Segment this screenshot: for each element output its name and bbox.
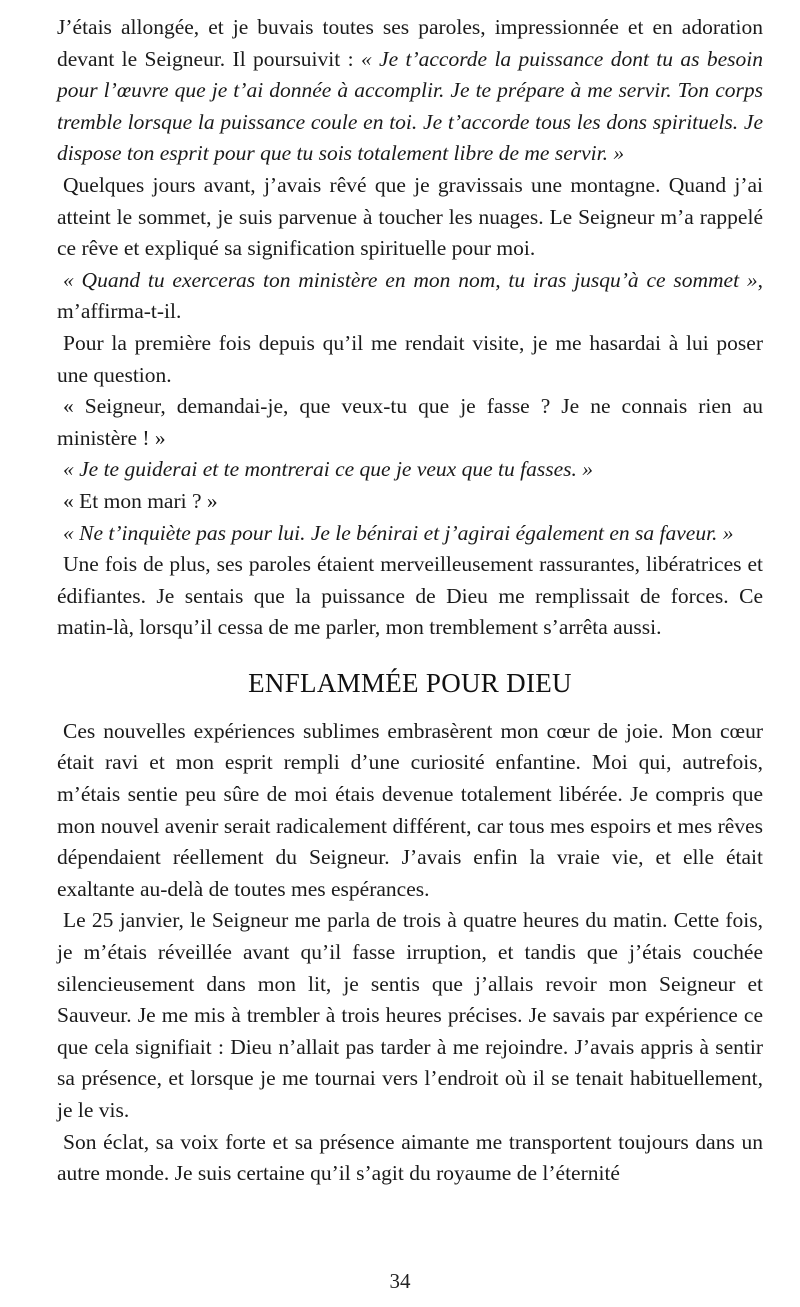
section-paragraph-2: Le 25 janvier, le Seigneur me parla de trois à quatre heures du matin. Cette fois, je m’étais réveillée avant qu’il fasse irruption, et tandis que j’étais couchée silencieusement dans mon lit, je sentis que j’allais revoir mon Seigneur et Sauveur. Je me mis à trembler à trois heures précises. Je savais par expérience ce que cela signifiait : Dieu n’allait pas tarder à me rejoindre. J’avais appris à sentir sa présence, et lorsque je me tournai vers l’endroit où il se tenait habituellement, je le vis. bbox=[57, 908, 763, 1122]
paragraph-4: Pour la première fois depuis qu’il me rendait visite, je me hasardai à lui poser une question. bbox=[57, 330, 763, 387]
paragraph-7: « Et mon mari ? » bbox=[63, 488, 218, 513]
paragraph-2: Quelques jours avant, j’avais rêvé que je gravissais une montagne. Quand j’ai atteint le sommet, je suis parvenue à toucher les nuages. Le Seigneur m’a rappelé ce rêve et expliqué sa signification spirituelle pour moi. bbox=[57, 172, 763, 261]
paragraph-8: « Ne t’inquiète pas pour lui. Je le bénirai et j’agirai également en sa faveur. » bbox=[63, 520, 734, 545]
section-paragraph-3: Son éclat, sa voix forte et sa présence aimante me transportent toujours dans un autre monde. Je suis certaine qu’il s’agit du royaume de l’éternité bbox=[57, 1129, 763, 1186]
page-number: 34 bbox=[389, 1269, 411, 1293]
paragraph-1-narration: J’étais allongée, et je buvais toutes ses paroles, impressionnée et en adoration devant le Seigneur. Il poursuivit : bbox=[57, 15, 763, 71]
paragraph-6: « Je te guiderai et te montrerai ce que je veux que tu fasses. » bbox=[63, 457, 593, 482]
section-heading: ENFLAMMÉE POUR DIEU bbox=[248, 667, 572, 698]
paragraph-1 bbox=[57, 12, 763, 170]
paragraph-3 bbox=[57, 265, 763, 328]
paragraph-9: Une fois de plus, ses paroles étaient merveilleusement rassurantes, libératrices et édifiantes. Je sentais que la puissance de Dieu me remplissait de forces. Ce matin-là, lorsqu’il cessa de me parler, mon tremblement s’arrêta aussi. bbox=[57, 552, 763, 640]
paragraph-3-narration: , m’affirma-t-il. bbox=[57, 267, 763, 324]
paragraph-3-quote: « Quand tu exerceras ton ministère en mon nom, tu iras jusqu’à ce sommet » bbox=[63, 267, 758, 292]
section-paragraph-1: Ces nouvelles expériences sublimes embrasèrent mon cœur de joie. Mon cœur était ravi et mon esprit rempli d’une curiosité enfantine. Moi qui, autrefois, m’étais sentie peu sûre de moi étais devenue totalement libérée. Je compris que mon nouvel avenir serait radicalement différent, car tous mes espoirs et mes rêves dépendaient réellement du Seigneur. J’avais enfin la vraie vie, et elle était exaltante au-delà de toutes mes espérances. bbox=[57, 718, 763, 901]
paragraph-5: « Seigneur, demandai-je, que veux-tu que je fasse ? Je ne connais rien au ministère ! » bbox=[57, 394, 763, 450]
paragraph-1-quote: « Je t’accorde la puissance dont tu as besoin pour l’œuvre que je t’ai donnée à accomplir. Je te prépare à me servir. Ton corps tremble lorsque la puissance coule en toi. Je t’accorde tous les dons spirituels. Je dispose ton esprit pour que tu sois totalement libre de me servir. » bbox=[57, 46, 763, 166]
